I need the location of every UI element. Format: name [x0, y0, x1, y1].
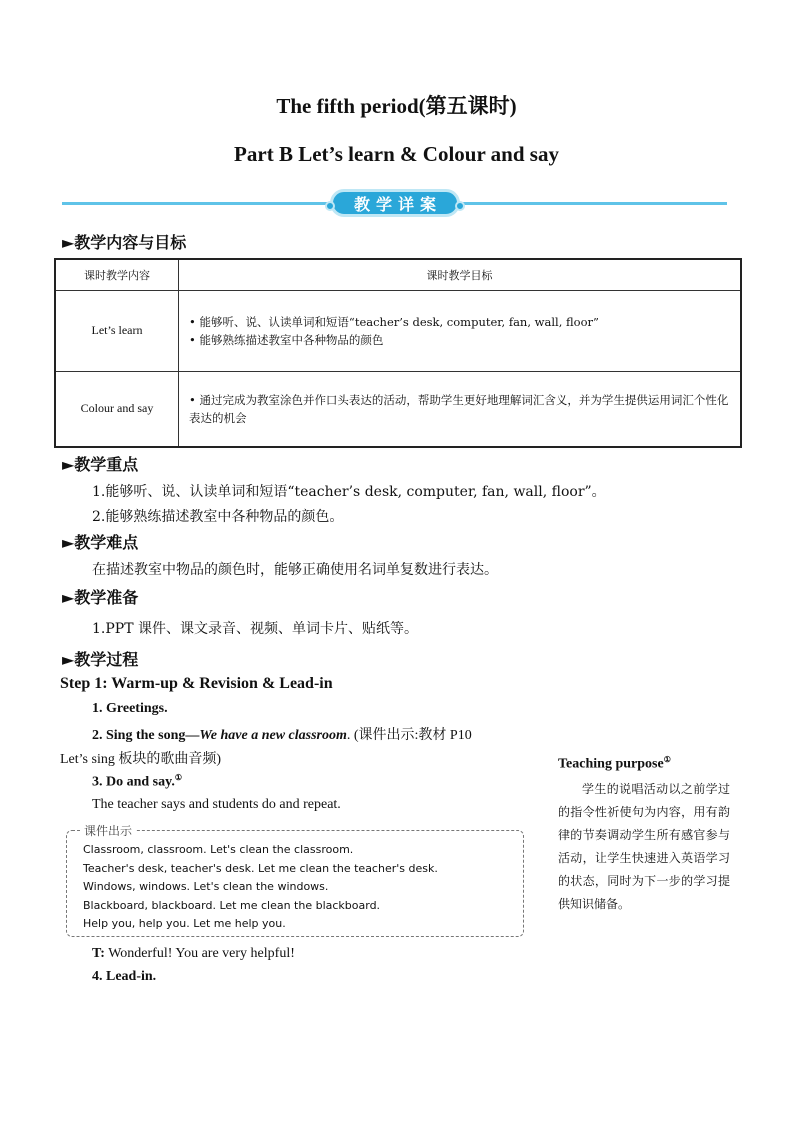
key-point-2: 2.能够熟练描述教室中各种物品的颜色。 — [92, 509, 344, 525]
item2-song: We have a new classroom — [199, 728, 347, 743]
section-heading-key-points: ►教学重点 — [62, 455, 139, 474]
goal-line: • 通过完成为教室涂色并作口头表达的活动，帮助学生更好地理解词汇含义，并为学生提供运用词汇个性化表达的机会 — [189, 392, 729, 425]
banner-line-left — [62, 202, 330, 205]
banner-label: 教学详案 — [353, 194, 442, 214]
banner-dot-left — [325, 201, 335, 211]
table-header-cell: 课时教学目标 — [179, 259, 742, 290]
banner — [330, 189, 460, 217]
courseware-line: Blackboard, blackboard. Let me clean the blackboard. — [83, 898, 381, 912]
table-cell-goals — [179, 290, 742, 371]
goals-table — [54, 258, 742, 448]
courseware-lines — [83, 841, 438, 934]
table-row — [55, 371, 741, 447]
step1-item3-desc: The teacher says and students do and repeat. — [92, 797, 341, 812]
courseware-label: 课件出示 — [80, 822, 136, 839]
courseware-line: Help you, help you. Let me help you. — [83, 917, 286, 931]
table-cell-content: Let’s learn — [55, 290, 179, 371]
page-title: The fifth period(第五课时) — [276, 94, 517, 118]
courseware-line: Windows, windows. Let's clean the windows. — [83, 880, 329, 894]
footnote-marker: ① — [174, 773, 183, 782]
step1-item1: 1. Greetings. — [92, 701, 168, 716]
item3-label: 3. Do and say. — [92, 774, 175, 790]
banner-dot-right — [455, 201, 465, 211]
step1-item2 — [92, 724, 472, 744]
teacher-label: T: — [92, 946, 105, 961]
side-note-title-text: Teaching purpose — [558, 756, 664, 772]
courseware-line: Teacher's desk, teacher's desk. Let me clean the teacher's desk. — [83, 861, 438, 875]
goal-line: • 能够熟练描述教室中各种物品的颜色 — [189, 332, 384, 347]
item2-suffix: . (课件出示:教材 P10 — [346, 728, 472, 743]
step1-item3 — [92, 773, 182, 791]
side-note-text: 学生的说唱活动以之前学过的指令性祈使句为内容，用有韵律的节奏调动学生所有感官参与活动，让学生快速进入英语学习的状态，同时为下一步的学习提供知识储备。 — [558, 782, 730, 911]
table-cell-goals — [179, 371, 742, 447]
step1-item2-line2: Let’s sing 板块的歌曲音频) — [60, 752, 221, 767]
key-point-1: 1.能够听、说、认读单词和短语“teacher’s desk, computer, fan, wall, floor”。 — [92, 484, 606, 500]
teacher-line — [92, 946, 295, 962]
difficulties-text: 在描述教室中物品的颜色时，能够正确使用名词单复数进行表达。 — [92, 562, 498, 578]
table-row — [55, 290, 741, 371]
courseware-line: Classroom, classroom. Let's clean the classroom. — [83, 843, 354, 856]
table-header-row — [55, 259, 741, 290]
section-heading-process: ►教学过程 — [62, 650, 139, 669]
section-heading-content-goals: ►教学内容与目标 — [62, 233, 187, 252]
step1-item4: 4. Lead-in. — [92, 969, 157, 984]
item2-prefix: 2. Sing the song— — [92, 728, 200, 743]
banner-line-right — [460, 202, 727, 205]
page-subtitle: Part B Let’s learn & Colour and say — [234, 142, 559, 166]
section-heading-preparation: ►教学准备 — [62, 588, 139, 607]
table-header-cell: 课时教学内容 — [55, 259, 179, 290]
section-heading-difficulties: ►教学难点 — [62, 533, 139, 552]
goal-line: • 能够听、说、认读单词和短语“teacher’s desk, computer, fan, wall, floor” — [189, 314, 599, 329]
side-note-marker: ① — [663, 755, 671, 764]
table-cell-content: Colour and say — [55, 371, 179, 447]
preparation-text: 1.PPT 课件、课文录音、视频、单词卡片、贴纸等。 — [92, 621, 418, 637]
step1-title: Step 1: Warm-up & Revision & Lead-in — [60, 675, 333, 692]
side-note-title — [558, 755, 671, 773]
teacher-text: Wonderful! You are very helpful! — [104, 946, 295, 961]
